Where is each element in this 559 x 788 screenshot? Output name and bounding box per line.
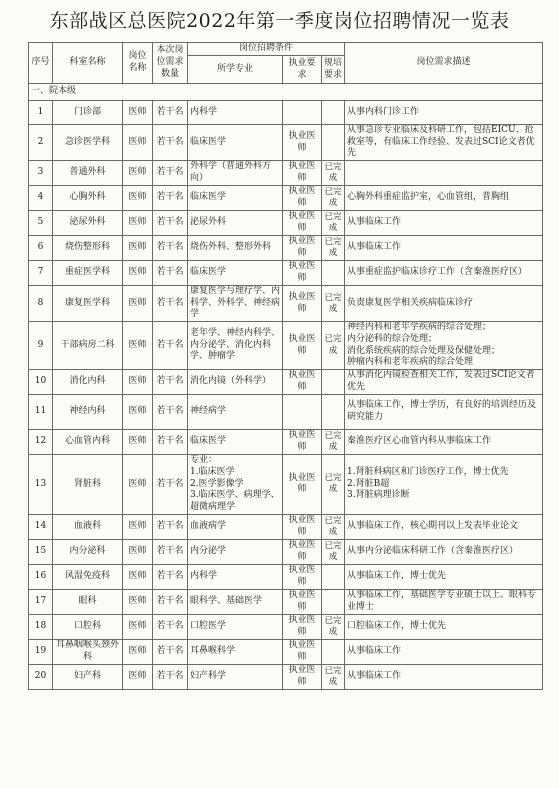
cell-post: 医师 xyxy=(123,369,153,394)
cell-major: 血液病学 xyxy=(188,514,283,539)
cell-no: 15 xyxy=(29,539,53,564)
cell-major: 消化内镜（外科学） xyxy=(188,369,283,394)
cell-training xyxy=(322,261,345,286)
section-row xyxy=(29,84,543,101)
table-row xyxy=(29,322,543,370)
cell-no: 6 xyxy=(29,236,53,261)
cell-post: 医师 xyxy=(123,161,153,186)
cell-license: 执业医师 xyxy=(283,322,322,370)
cell-no: 12 xyxy=(29,429,53,454)
cell-desc: 秦淮医疗区心血管内科从事临床工作 xyxy=(345,429,543,454)
table-row xyxy=(29,186,543,211)
cell-no: 5 xyxy=(29,211,53,236)
cell-post: 医师 xyxy=(123,322,153,370)
cell-desc: 神经内科和老年学疾病的综合处理； 内分泌科的综合处理； 消化系统疾病的综合处理及保健处理； 肿瘤内科和老年疾病的综合处理 xyxy=(345,322,543,370)
cell-license: 执业医师 xyxy=(283,614,322,639)
cell-count: 若干名 xyxy=(153,394,188,429)
cell-license: 执业医师 xyxy=(283,429,322,454)
table-row xyxy=(29,639,543,664)
header-post: 岗位名称 xyxy=(123,43,153,84)
cell-post: 医师 xyxy=(123,539,153,564)
cell-license: 执业医师 xyxy=(283,539,322,564)
cell-major: 康复医学与理疗学、内科学、外科学、神经病学 xyxy=(188,286,283,322)
cell-license: 执业医师 xyxy=(283,186,322,211)
cell-no: 7 xyxy=(29,261,53,286)
cell-count: 若干名 xyxy=(153,101,188,125)
cell-major: 烧伤外科、整形外科 xyxy=(188,236,283,261)
cell-desc: 从事重症监护临床诊疗工作（含秦淮医疗区） xyxy=(345,261,543,286)
cell-dept: 风湿免疫科 xyxy=(53,564,123,589)
cell-desc: 负责康复医学相关疾病临床诊疗 xyxy=(345,286,543,322)
cell-training xyxy=(322,125,345,161)
table-row xyxy=(29,101,543,125)
cell-no: 14 xyxy=(29,514,53,539)
cell-post: 医师 xyxy=(123,564,153,589)
table-row xyxy=(29,236,543,261)
cell-training: 已完成 xyxy=(322,514,345,539)
header-major: 所学专业 xyxy=(188,56,283,84)
table-body xyxy=(29,84,543,690)
cell-dept: 消化内科 xyxy=(53,369,123,394)
table-row xyxy=(29,564,543,589)
cell-license: 执业医师 xyxy=(283,369,322,394)
header-training: 规培要求 xyxy=(322,56,345,84)
cell-license: 执业医师 xyxy=(283,454,322,514)
cell-desc: 从事临床工作，博士优先 xyxy=(345,564,543,589)
cell-desc: 从事内分泌临床科研工作（含秦淮医疗区） xyxy=(345,539,543,564)
section-label: 一、院本级 xyxy=(29,84,543,101)
cell-license xyxy=(283,101,322,125)
table-row xyxy=(29,286,543,322)
cell-count: 若干名 xyxy=(153,429,188,454)
cell-desc xyxy=(345,161,543,186)
cell-count: 若干名 xyxy=(153,211,188,236)
cell-license: 执业医师 xyxy=(283,236,322,261)
table-row xyxy=(29,261,543,286)
cell-no: 1 xyxy=(29,101,53,125)
cell-training xyxy=(322,101,345,125)
cell-no: 19 xyxy=(29,639,53,664)
cell-dept: 血液科 xyxy=(53,514,123,539)
cell-count: 若干名 xyxy=(153,539,188,564)
cell-count: 若干名 xyxy=(153,589,188,614)
cell-no: 8 xyxy=(29,286,53,322)
cell-major: 耳鼻喉科学 xyxy=(188,639,283,664)
cell-post: 医师 xyxy=(123,261,153,286)
cell-count: 若干名 xyxy=(153,369,188,394)
cell-no: 16 xyxy=(29,564,53,589)
cell-post: 医师 xyxy=(123,454,153,514)
cell-no: 9 xyxy=(29,322,53,370)
cell-post: 医师 xyxy=(123,236,153,261)
header-desc: 岗位需求描述 xyxy=(345,43,543,84)
cell-training: 已完成 xyxy=(322,664,345,689)
cell-license: 执业医师 xyxy=(283,125,322,161)
cell-desc: 1.肾脏科病区和门诊医疗工作，博士优先 2.肾脏B超 3.肾脏病理诊断 xyxy=(345,454,543,514)
header-no: 序号 xyxy=(29,43,53,84)
cell-post: 医师 xyxy=(123,211,153,236)
cell-post: 医师 xyxy=(123,614,153,639)
cell-dept: 口腔科 xyxy=(53,614,123,639)
cell-dept: 康复医学科 xyxy=(53,286,123,322)
cell-license: 执业医师 xyxy=(283,211,322,236)
cell-count: 若干名 xyxy=(153,564,188,589)
cell-training xyxy=(322,369,345,394)
cell-dept: 内分泌科 xyxy=(53,539,123,564)
cell-dept: 肾脏科 xyxy=(53,454,123,514)
cell-dept: 烧伤整形科 xyxy=(53,236,123,261)
cell-license: 执业医师 xyxy=(283,261,322,286)
cell-training: 已完成 xyxy=(322,322,345,370)
cell-desc: 从事临床工作 xyxy=(345,664,543,689)
document-title: 东部战区总医院2022年第一季度岗位招聘情况一览表 xyxy=(49,10,510,32)
cell-desc: 口腔临床工作，博士优先 xyxy=(345,614,543,639)
table-row xyxy=(29,454,543,514)
header-conditions: 岗位招聘条件 xyxy=(188,43,345,56)
cell-license: 执业医师 xyxy=(283,514,322,539)
table-row xyxy=(29,429,543,454)
table-row xyxy=(29,125,543,161)
cell-no: 17 xyxy=(29,589,53,614)
table-row xyxy=(29,664,543,689)
cell-desc: 从事临床工作 xyxy=(345,236,543,261)
cell-count: 若干名 xyxy=(153,286,188,322)
cell-license: 执业医师 xyxy=(283,161,322,186)
cell-major: 内分泌学 xyxy=(188,539,283,564)
cell-no: 13 xyxy=(29,454,53,514)
cell-post: 医师 xyxy=(123,429,153,454)
cell-desc: 从事临床工作 xyxy=(345,639,543,664)
cell-count: 若干名 xyxy=(153,514,188,539)
cell-desc: 从事消化内镜检查相关工作，发表过SCI论文者优先 xyxy=(345,369,543,394)
cell-count: 若干名 xyxy=(153,614,188,639)
cell-major: 神经病学 xyxy=(188,394,283,429)
cell-major: 临床医学 xyxy=(188,186,283,211)
cell-training: 已完成 xyxy=(322,429,345,454)
table-row xyxy=(29,539,543,564)
cell-no: 18 xyxy=(29,614,53,639)
table-row xyxy=(29,161,543,186)
table-row xyxy=(29,589,543,614)
cell-training: 已完成 xyxy=(322,286,345,322)
cell-major: 内科学 xyxy=(188,564,283,589)
cell-training: 已完成 xyxy=(322,186,345,211)
cell-no: 3 xyxy=(29,161,53,186)
cell-dept: 神经内科 xyxy=(53,394,123,429)
cell-dept: 泌尿外科 xyxy=(53,211,123,236)
cell-major: 内科学 xyxy=(188,101,283,125)
cell-training: 已完成 xyxy=(322,161,345,186)
cell-count: 若干名 xyxy=(153,236,188,261)
cell-major: 专业： 1.临床医学 2.医学影像学 3.临床医学、病理学、超微病理学 xyxy=(188,454,283,514)
header-license: 执业要求 xyxy=(283,56,322,84)
cell-desc: 从事临床工作，博士学历，有良好的培训经历及研究能力 xyxy=(345,394,543,429)
cell-desc: 从事临床工作，基础医学专业硕士以上、眼科专业博士 xyxy=(345,589,543,614)
cell-training: 已完成 xyxy=(322,454,345,514)
cell-training: 已完成 xyxy=(322,236,345,261)
cell-training xyxy=(322,639,345,664)
cell-major: 老年学、神经内科学、内分泌学、消化内科学、肿瘤学 xyxy=(188,322,283,370)
cell-post: 医师 xyxy=(123,286,153,322)
cell-dept: 普通外科 xyxy=(53,161,123,186)
cell-count: 若干名 xyxy=(153,261,188,286)
table-row xyxy=(29,614,543,639)
cell-major: 临床医学 xyxy=(188,125,283,161)
cell-desc: 从事内科门诊工作 xyxy=(345,101,543,125)
cell-dept: 心胸外科 xyxy=(53,186,123,211)
cell-dept: 眼科 xyxy=(53,589,123,614)
recruitment-table xyxy=(28,42,543,690)
cell-count: 若干名 xyxy=(153,454,188,514)
cell-dept: 重症医学科 xyxy=(53,261,123,286)
cell-license: 执业医师 xyxy=(283,286,322,322)
cell-desc: 从事急诊专业临床及科研工作，包括EICU、抢救室等，有临床工作经验、发表过SCI论文者优先 xyxy=(345,125,543,161)
cell-dept: 妇产科 xyxy=(53,664,123,689)
cell-dept: 耳鼻咽喉头颈外科 xyxy=(53,639,123,664)
cell-post: 医师 xyxy=(123,589,153,614)
cell-dept: 急诊医学科 xyxy=(53,125,123,161)
cell-no: 4 xyxy=(29,186,53,211)
cell-training xyxy=(322,394,345,429)
cell-license: 执业医师 xyxy=(283,564,322,589)
cell-count: 若干名 xyxy=(153,186,188,211)
cell-major: 临床医学 xyxy=(188,429,283,454)
header-dept: 科室名称 xyxy=(53,43,123,84)
cell-dept: 干部病房二科 xyxy=(53,322,123,370)
cell-desc: 心胸外科重症监护室，心血管组，普胸组 xyxy=(345,186,543,211)
cell-desc: 从事临床工作 xyxy=(345,211,543,236)
cell-training: 已完成 xyxy=(322,614,345,639)
table-row xyxy=(29,369,543,394)
cell-no: 11 xyxy=(29,394,53,429)
cell-no: 10 xyxy=(29,369,53,394)
cell-major: 外科学（普通外科方向） xyxy=(188,161,283,186)
cell-no: 20 xyxy=(29,664,53,689)
cell-training xyxy=(322,589,345,614)
cell-major: 泌尿外科 xyxy=(188,211,283,236)
table-row xyxy=(29,394,543,429)
cell-count: 若干名 xyxy=(153,639,188,664)
cell-major: 临床医学 xyxy=(188,261,283,286)
cell-count: 若干名 xyxy=(153,664,188,689)
cell-major: 眼科学、基础医学 xyxy=(188,589,283,614)
cell-license: 执业医师 xyxy=(283,664,322,689)
cell-post: 医师 xyxy=(123,394,153,429)
table-row xyxy=(29,514,543,539)
cell-count: 若干名 xyxy=(153,125,188,161)
cell-dept: 门诊部 xyxy=(53,101,123,125)
cell-count: 若干名 xyxy=(153,161,188,186)
cell-post: 医师 xyxy=(123,639,153,664)
cell-license: 执业医师 xyxy=(283,589,322,614)
cell-license: 执业医师 xyxy=(283,639,322,664)
cell-major: 妇产科学 xyxy=(188,664,283,689)
cell-major: 口腔医学 xyxy=(188,614,283,639)
cell-post: 医师 xyxy=(123,101,153,125)
cell-license xyxy=(283,394,322,429)
cell-post: 医师 xyxy=(123,125,153,161)
cell-desc: 从事临床工作，核心期刊以上发表毕业论文 xyxy=(345,514,543,539)
cell-count: 若干名 xyxy=(153,322,188,370)
cell-post: 医师 xyxy=(123,514,153,539)
header-count: 本次岗位需求数量 xyxy=(153,43,188,84)
cell-post: 医师 xyxy=(123,186,153,211)
cell-post: 医师 xyxy=(123,664,153,689)
cell-dept: 心血管内科 xyxy=(53,429,123,454)
table-row xyxy=(29,211,543,236)
cell-training: 已完成 xyxy=(322,539,345,564)
cell-training: 已完成 xyxy=(322,211,345,236)
cell-no: 2 xyxy=(29,125,53,161)
cell-training xyxy=(322,564,345,589)
